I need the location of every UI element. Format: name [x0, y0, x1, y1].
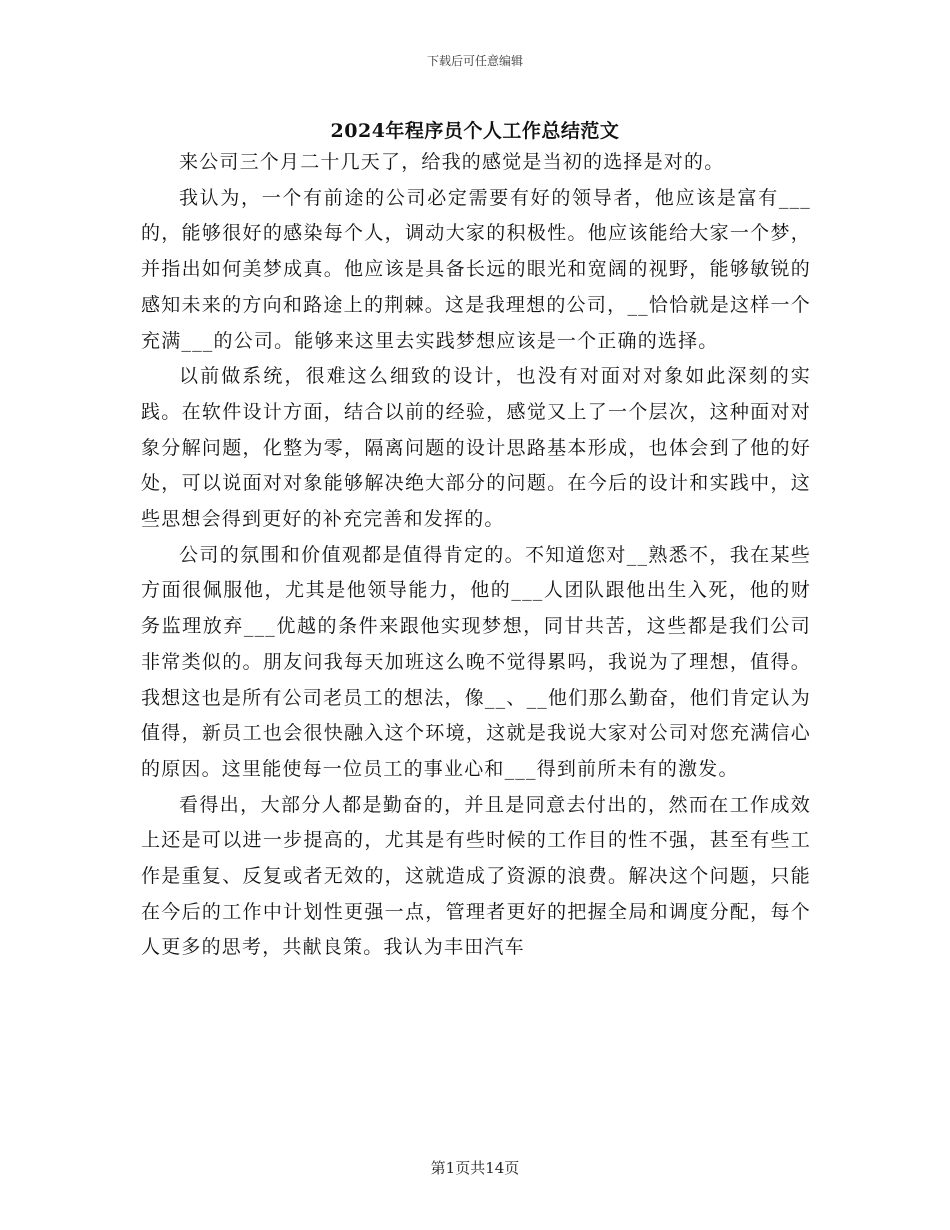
paragraph-1: 来公司三个月二十几天了，给我的感觉是当初的选择是对的。	[179, 151, 725, 173]
page-number-footer: 第1页共14页	[430, 1159, 520, 1177]
document-body	[141, 145, 811, 966]
paragraph-4: 公司的氛围和价值观都是值得肯定的。不知道您对__熟悉不，我在某些方面很佩服他，尤其是他领导能力，他的___人团队跟他出生入死，他的财务监理放弃___优越的条件来跟他实现梦想，同甘共苦，这些都是我们公司非常类似的。朋友问我每天加班这么晚不觉得累吗，我说为了理想，值得。我想这也是所有公司老员工的想法，像__、__他们那么勤奋，他们肯定认为值得，新员工也会很快融入这个环境，这就是我说大家对公司对您充满信心的原因。这里能使每一位员工的事业心和___得到前所未有的激发。	[141, 543, 811, 780]
paragraph-5: 看得出，大部分人都是勤奋的，并且是同意去付出的，然而在工作成效上还是可以进一步提高的，尤其是有些时候的工作目的性不强，甚至有些工作是重复、反复或者无效的，这就造成了资源的浪费。解决这个问题，只能在今后的工作中计划性更强一点，管理者更好的把握全局和调度分配，每个人更多的思考，共献良策。我认为丰田汽车	[141, 793, 811, 959]
paragraph-3: 以前做系统，很难这么细致的设计，也没有对面对对象如此深刻的实践。在软件设计方面，结合以前的经验，感觉又上了一个层次，这种面对对象分解问题，化整为零，隔离问题的设计思路基本形成，也体会到了他的好处，可以说面对对象能够解决绝大部分的问题。在今后的设计和实践中，这些思想会得到更好的补充完善和发挥的。	[141, 365, 811, 531]
page-header-note: 下载后可任意编辑	[426, 54, 523, 68]
paragraph-2: 我认为，一个有前途的公司必定需要有好的领导者，他应该是富有___的，能够很好的感染每个人，调动大家的积极性。他应该能给大家一个梦，并指出如何美梦成真。他应该是具备长远的眼光和宽阔的视野，能够敏锐的感知未来的方向和路途上的荆棘。这是我理想的公司，__恰恰就是这样一个充满___的公司。能够来这里去实践梦想应该是一个正确的选择。	[141, 186, 811, 352]
document-title: 2024年程序员个人工作总结范文	[330, 120, 620, 142]
